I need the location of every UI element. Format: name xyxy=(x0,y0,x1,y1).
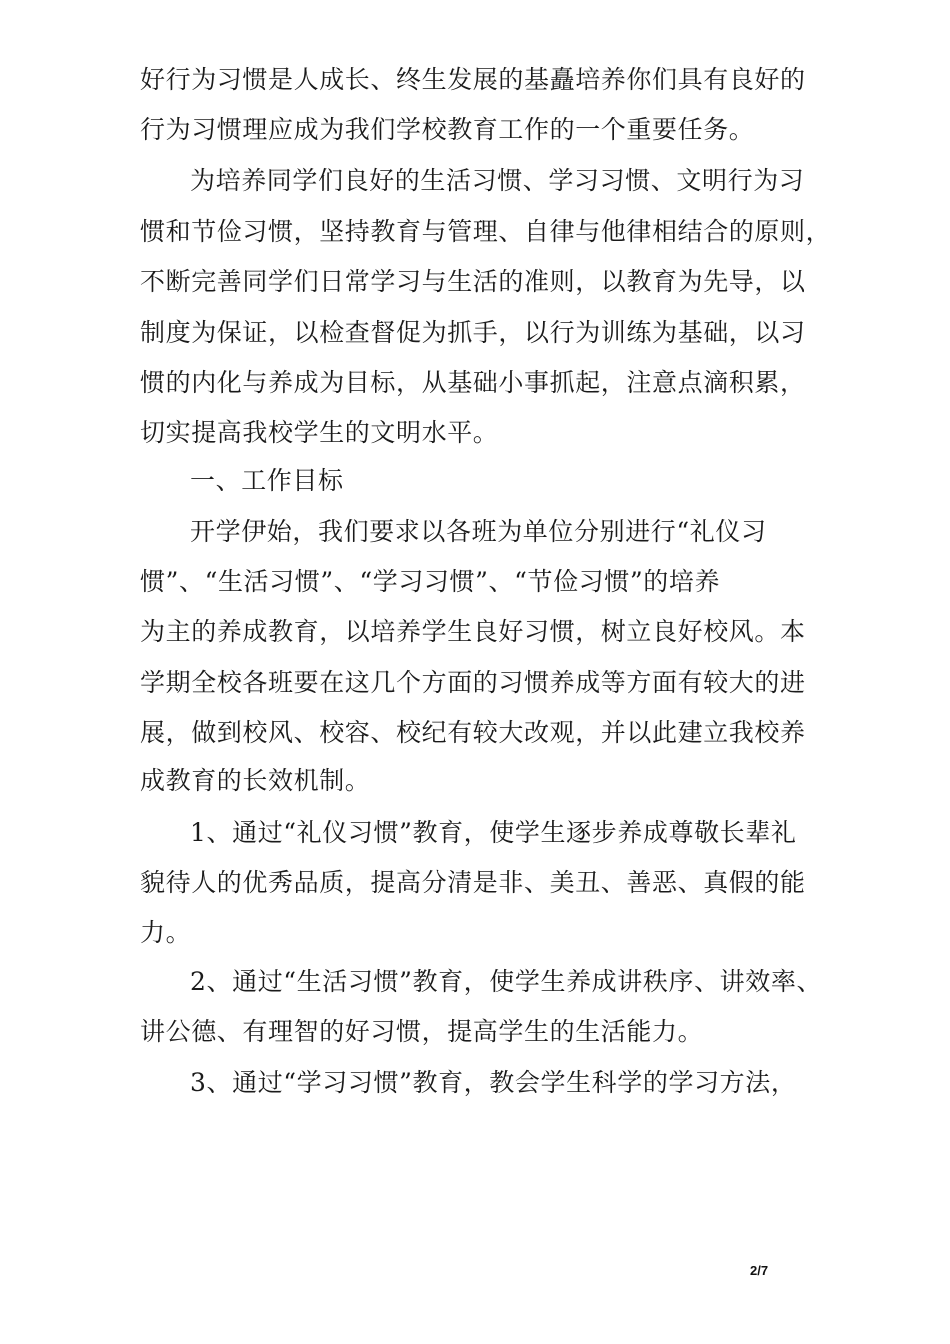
list-item-2-line-2: 讲公德、有理智的好习惯，提高学生的生活能力。 xyxy=(140,1017,704,1046)
list-item-1-line-3: 力。 xyxy=(140,918,192,947)
text-line-2: 行为习惯理应成为我们学校教育工作的一个重要任务。 xyxy=(140,115,755,144)
text-line-12: 为主的养成教育，以培养学生良好习惯，树立良好校风。本 xyxy=(140,617,806,646)
text-line-14: 展，做到校风、校容、校纪有较大改观，并以此建立我校养 xyxy=(140,718,806,747)
list-item-1-line-2: 貌待人的优秀品质，提高分清是非、美丑、善恶、真假的能 xyxy=(140,868,806,897)
list-item-2-line-1: 2、通过“生活习惯”教育，使学生养成讲秩序、讲效率、 xyxy=(190,967,823,996)
text-line-4: 惯和节俭习惯，坚持教育与管理、自律与他律相结合的原则， xyxy=(140,217,832,246)
text-line-8: 切实提高我校学生的文明水平。 xyxy=(140,418,499,447)
text-line-15: 成教育的长效机制。 xyxy=(140,766,371,795)
text-line-1: 好行为习惯是人成长、终生发展的基矗培养你们具有良好的 xyxy=(140,65,806,94)
list-item-3-line-1: 3、通过“学习习惯”教育，教会学生科学的学习方法， xyxy=(190,1068,797,1097)
list-item-1-line-1: 1、通过“礼仪习惯”教育，使学生逐步养成尊敬长辈礼 xyxy=(190,818,797,847)
section-heading: 一、工作目标 xyxy=(190,466,344,495)
text-line-13: 学期全校各班要在这几个方面的习惯养成等方面有较大的进 xyxy=(140,668,806,697)
text-line-11: 惯”、“生活习惯”、“学习习惯”、“节俭习惯”的培养 xyxy=(140,567,721,596)
text-line-6: 制度为保证，以检查督促为抓手，以行为训练为基础，以习 xyxy=(140,318,806,347)
text-line-3: 为培养同学们良好的生活习惯、学习习惯、文明行为习 xyxy=(190,166,805,195)
page-number: 2/7 xyxy=(750,1263,769,1278)
text-line-10: 开学伊始，我们要求以各班为单位分别进行“礼仪习 xyxy=(190,517,767,546)
text-line-5: 不断完善同学们日常学习与生活的准则，以教育为先导，以 xyxy=(140,267,806,296)
text-line-7: 惯的内化与养成为目标，从基础小事抓起，注意点滴积累， xyxy=(140,368,806,397)
